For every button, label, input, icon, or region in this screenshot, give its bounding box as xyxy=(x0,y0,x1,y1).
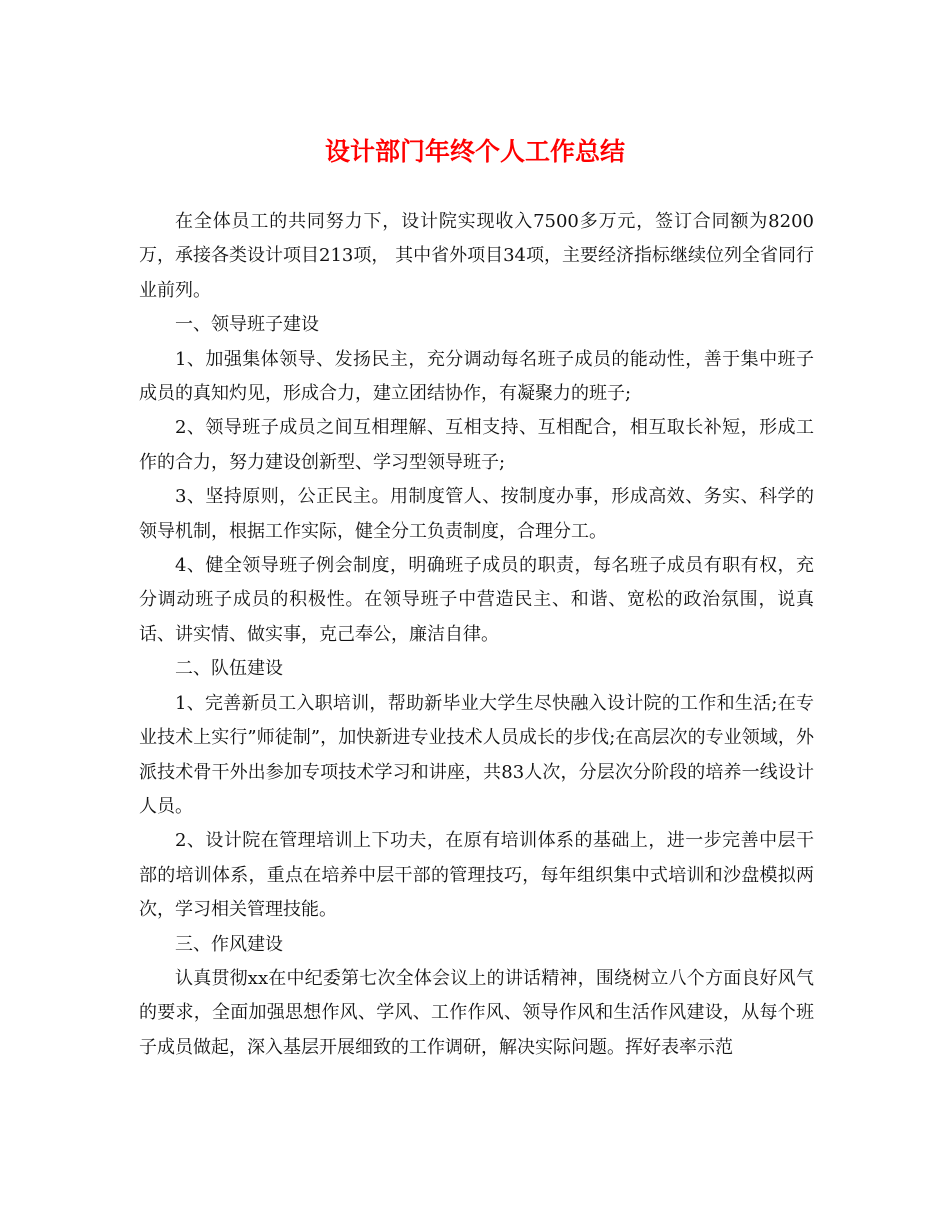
paragraph-team-2: 2、设计院在管理培训上下功夫，在原有培训体系的基础上，进一步完善中层干部的培训体系，重点在培养中层干部的管理技巧，每年组织集中式培训和沙盘模拟两次，学习相关管理技能。 xyxy=(139,830,814,921)
paragraph-leadership-3: 3、坚持原则，公正民主。用制度管人、按制度办事，形成高效、务实、科学的领导机制，根据工作实际，健全分工负责制度，合理分工。 xyxy=(139,486,814,542)
paragraph-team-1: 1、完善新员工入职培训，帮助新毕业大学生尽快融入设计院的工作和生活;在专业技术上实行”师徒制”，加快新进专业技术人员成长的步伐;在高层次的专业领域，外派技术骨干外出参加专项技术学习和讲座，共83人次，分层次分阶段的培养一线设计人员。 xyxy=(139,692,814,817)
paragraph-leadership-2: 2、领导班子成员之间互相理解、互相支持、互相配合，相互取长补短，形成工作的合力，努力建设创新型、学习型领导班子; xyxy=(139,417,814,473)
paragraph-style-1: 认真贯彻xx在中纪委第七次全体会议上的讲话精神，围绕树立八个方面良好风气的要求，全面加强思想作风、学风、工作作风、领导作风和生活作风建设，从每个班子成员做起，深入基层开展细致的工作调研，解决实际问题。挥好表率示范 xyxy=(139,967,814,1058)
section-heading-leadership: 一、领导班子建设 xyxy=(175,314,319,336)
document-body xyxy=(139,205,814,1065)
paragraph-intro: 在全体员工的共同努力下，设计院实现收入7500多万元，签订合同额为8200万，承接各类设计项目213项， 其中省外项目34项，主要经济指标继续位列全省同行业前列。 xyxy=(139,211,814,301)
section-heading-style: 三、作风建设 xyxy=(175,933,283,955)
paragraph-leadership-4: 4、健全领导班子例会制度，明确班子成员的职责，每名班子成员有职有权，充分调动班子成员的积极性。在领导班子中营造民主、和谐、宽松的政治氛围，说真话、讲实情、做实事，克己奉公，廉洁自律。 xyxy=(139,555,814,645)
document-title: 设计部门年终个人工作总结 xyxy=(324,137,625,166)
section-heading-team: 二、队伍建设 xyxy=(175,658,283,680)
paragraph-leadership-1: 1、加强集体领导、发扬民主，充分调动每名班子成员的能动性，善于集中班子成员的真知灼见，形成合力，建立团结协作，有凝聚力的班子; xyxy=(139,348,814,405)
